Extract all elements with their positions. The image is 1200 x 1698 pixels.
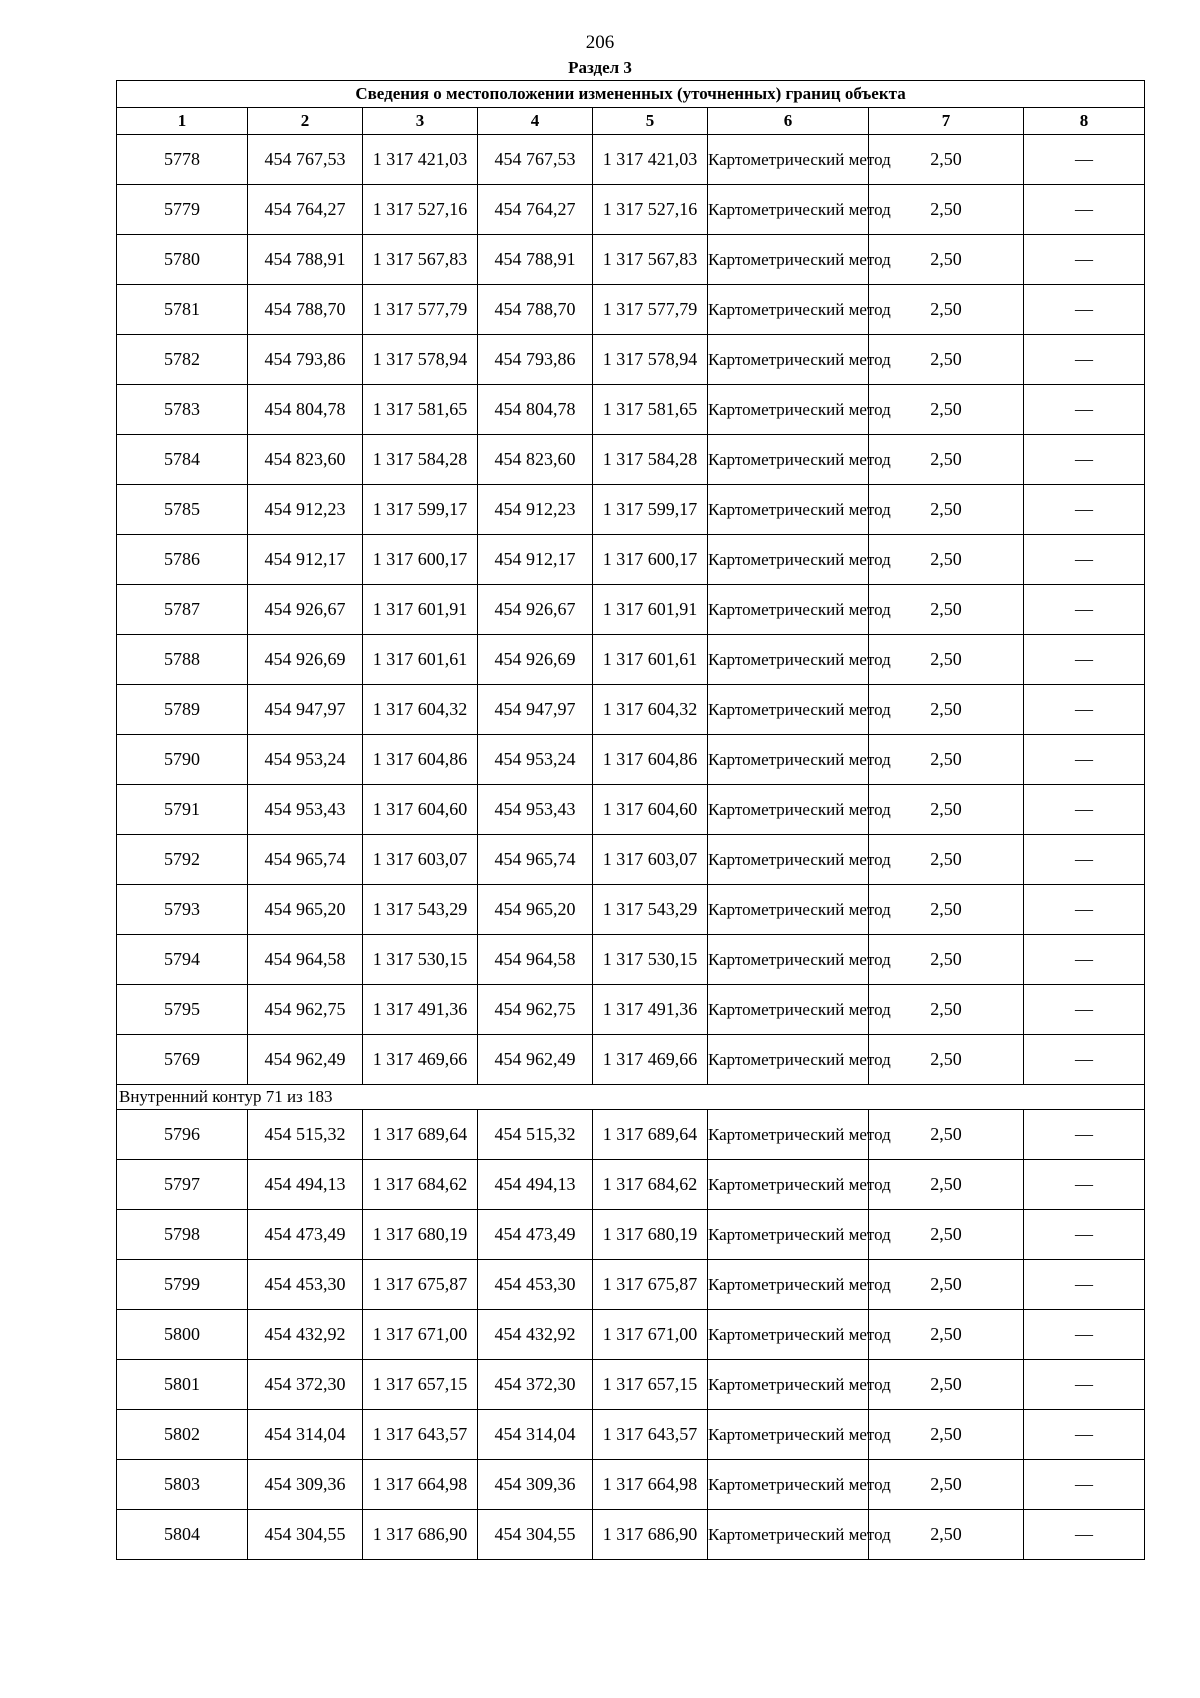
cell-accuracy: 2,50 bbox=[869, 535, 1024, 585]
cell-accuracy: 2,50 bbox=[869, 1460, 1024, 1510]
cell-accuracy: 2,50 bbox=[869, 335, 1024, 385]
cell-description: — bbox=[1024, 435, 1145, 485]
cell-accuracy: 2,50 bbox=[869, 585, 1024, 635]
table-row bbox=[117, 535, 1145, 585]
cell-method: Картометрический метод bbox=[708, 285, 869, 335]
cell-description: — bbox=[1024, 935, 1145, 985]
cell-description: — bbox=[1024, 785, 1145, 835]
cell-point-number: 5788 bbox=[117, 635, 248, 685]
table-row bbox=[117, 385, 1145, 435]
cell-y-new: 1 317 601,91 bbox=[593, 585, 708, 635]
cell-y-old: 1 317 599,17 bbox=[363, 485, 478, 535]
table-caption-row bbox=[117, 81, 1145, 108]
cell-y-old: 1 317 601,91 bbox=[363, 585, 478, 635]
cell-x-old: 454 304,55 bbox=[248, 1510, 363, 1560]
cell-point-number: 5793 bbox=[117, 885, 248, 935]
cell-description: — bbox=[1024, 335, 1145, 385]
cell-point-number: 5785 bbox=[117, 485, 248, 535]
cell-y-old: 1 317 604,60 bbox=[363, 785, 478, 835]
table-row bbox=[117, 335, 1145, 385]
cell-x-new: 454 947,97 bbox=[478, 685, 593, 735]
cell-description: — bbox=[1024, 485, 1145, 535]
cell-y-new: 1 317 675,87 bbox=[593, 1260, 708, 1310]
cell-method: Картометрический метод bbox=[708, 485, 869, 535]
cell-x-old: 454 964,58 bbox=[248, 935, 363, 985]
cell-point-number: 5792 bbox=[117, 835, 248, 885]
cell-y-old: 1 317 491,36 bbox=[363, 985, 478, 1035]
cell-y-new: 1 317 686,90 bbox=[593, 1510, 708, 1560]
cell-y-old: 1 317 567,83 bbox=[363, 235, 478, 285]
cell-point-number: 5784 bbox=[117, 435, 248, 485]
cell-point-number: 5782 bbox=[117, 335, 248, 385]
cell-method: Картометрический метод bbox=[708, 1110, 869, 1160]
cell-x-old: 454 372,30 bbox=[248, 1360, 363, 1410]
cell-point-number: 5802 bbox=[117, 1410, 248, 1460]
column-header: 4 bbox=[478, 108, 593, 135]
cell-point-number: 5801 bbox=[117, 1360, 248, 1410]
page-number: 206 bbox=[585, 32, 615, 53]
cell-x-new: 454 494,13 bbox=[478, 1160, 593, 1210]
cell-y-new: 1 317 603,07 bbox=[593, 835, 708, 885]
cell-x-old: 454 788,91 bbox=[248, 235, 363, 285]
cell-accuracy: 2,50 bbox=[869, 435, 1024, 485]
cell-method: Картометрический метод bbox=[708, 585, 869, 635]
cell-y-new: 1 317 577,79 bbox=[593, 285, 708, 335]
cell-x-old: 454 953,43 bbox=[248, 785, 363, 835]
contour-label: Внутренний контур 71 из 183 bbox=[117, 1085, 1145, 1110]
cell-accuracy: 2,50 bbox=[869, 985, 1024, 1035]
cell-y-old: 1 317 664,98 bbox=[363, 1460, 478, 1510]
cell-method: Картометрический метод bbox=[708, 135, 869, 185]
cell-y-new: 1 317 527,16 bbox=[593, 185, 708, 235]
cell-method: Картометрический метод bbox=[708, 735, 869, 785]
table-row bbox=[117, 185, 1145, 235]
cell-method: Картометрический метод bbox=[708, 535, 869, 585]
cell-x-new: 454 926,69 bbox=[478, 635, 593, 685]
cell-description: — bbox=[1024, 235, 1145, 285]
column-header: 5 bbox=[593, 108, 708, 135]
cell-y-new: 1 317 671,00 bbox=[593, 1310, 708, 1360]
cell-method: Картометрический метод bbox=[708, 1460, 869, 1510]
cell-y-old: 1 317 680,19 bbox=[363, 1210, 478, 1260]
cell-accuracy: 2,50 bbox=[869, 485, 1024, 535]
table-row bbox=[117, 935, 1145, 985]
table-row bbox=[117, 485, 1145, 535]
cell-point-number: 5795 bbox=[117, 985, 248, 1035]
cell-x-new: 454 788,91 bbox=[478, 235, 593, 285]
cell-method: Картометрический метод bbox=[708, 935, 869, 985]
cell-method: Картометрический метод bbox=[708, 835, 869, 885]
cell-accuracy: 2,50 bbox=[869, 1260, 1024, 1310]
cell-y-new: 1 317 684,62 bbox=[593, 1160, 708, 1210]
cell-accuracy: 2,50 bbox=[869, 1210, 1024, 1260]
cell-point-number: 5796 bbox=[117, 1110, 248, 1160]
cell-y-new: 1 317 421,03 bbox=[593, 135, 708, 185]
cell-point-number: 5781 bbox=[117, 285, 248, 335]
cell-accuracy: 2,50 bbox=[869, 285, 1024, 335]
table-row bbox=[117, 1310, 1145, 1360]
cell-method: Картометрический метод bbox=[708, 1210, 869, 1260]
cell-description: — bbox=[1024, 635, 1145, 685]
cell-point-number: 5799 bbox=[117, 1260, 248, 1310]
cell-point-number: 5803 bbox=[117, 1460, 248, 1510]
cell-y-new: 1 317 689,64 bbox=[593, 1110, 708, 1160]
cell-x-old: 454 767,53 bbox=[248, 135, 363, 185]
cell-x-new: 454 473,49 bbox=[478, 1210, 593, 1260]
cell-x-old: 454 962,75 bbox=[248, 985, 363, 1035]
cell-y-old: 1 317 684,62 bbox=[363, 1160, 478, 1210]
cell-method: Картометрический метод bbox=[708, 1035, 869, 1085]
table-row bbox=[117, 1360, 1145, 1410]
cell-accuracy: 2,50 bbox=[869, 835, 1024, 885]
table-row bbox=[117, 685, 1145, 735]
cell-point-number: 5790 bbox=[117, 735, 248, 785]
cell-description: — bbox=[1024, 1310, 1145, 1360]
table-row bbox=[117, 1510, 1145, 1560]
cell-method: Картометрический метод bbox=[708, 1260, 869, 1310]
cell-y-old: 1 317 584,28 bbox=[363, 435, 478, 485]
cell-y-new: 1 317 657,15 bbox=[593, 1360, 708, 1410]
cell-x-new: 454 823,60 bbox=[478, 435, 593, 485]
cell-x-old: 454 965,74 bbox=[248, 835, 363, 885]
cell-x-new: 454 953,43 bbox=[478, 785, 593, 835]
column-header: 8 bbox=[1024, 108, 1145, 135]
cell-point-number: 5798 bbox=[117, 1210, 248, 1260]
cell-x-old: 454 823,60 bbox=[248, 435, 363, 485]
cell-description: — bbox=[1024, 1035, 1145, 1085]
cell-method: Картометрический метод bbox=[708, 985, 869, 1035]
cell-y-new: 1 317 578,94 bbox=[593, 335, 708, 385]
table-row bbox=[117, 985, 1145, 1035]
cell-y-old: 1 317 686,90 bbox=[363, 1510, 478, 1560]
cell-point-number: 5804 bbox=[117, 1510, 248, 1560]
cell-accuracy: 2,50 bbox=[869, 785, 1024, 835]
cell-description: — bbox=[1024, 1410, 1145, 1460]
cell-x-new: 454 767,53 bbox=[478, 135, 593, 185]
cell-method: Картометрический метод bbox=[708, 785, 869, 835]
cell-x-new: 454 764,27 bbox=[478, 185, 593, 235]
cell-x-new: 454 453,30 bbox=[478, 1260, 593, 1310]
cell-x-old: 454 804,78 bbox=[248, 385, 363, 435]
cell-y-old: 1 317 604,86 bbox=[363, 735, 478, 785]
cell-x-new: 454 793,86 bbox=[478, 335, 593, 385]
cell-accuracy: 2,50 bbox=[869, 1410, 1024, 1460]
table-row bbox=[117, 1410, 1145, 1460]
cell-y-old: 1 317 604,32 bbox=[363, 685, 478, 735]
boundary-table bbox=[116, 80, 1145, 1560]
cell-method: Картометрический метод bbox=[708, 335, 869, 385]
cell-description: — bbox=[1024, 735, 1145, 785]
cell-y-old: 1 317 577,79 bbox=[363, 285, 478, 335]
table-row bbox=[117, 585, 1145, 635]
cell-x-new: 454 962,75 bbox=[478, 985, 593, 1035]
cell-description: — bbox=[1024, 1210, 1145, 1260]
cell-x-new: 454 965,74 bbox=[478, 835, 593, 885]
cell-description: — bbox=[1024, 685, 1145, 735]
cell-y-new: 1 317 599,17 bbox=[593, 485, 708, 535]
cell-point-number: 5769 bbox=[117, 1035, 248, 1085]
cell-method: Картометрический метод bbox=[708, 435, 869, 485]
cell-accuracy: 2,50 bbox=[869, 185, 1024, 235]
cell-method: Картометрический метод bbox=[708, 685, 869, 735]
cell-point-number: 5800 bbox=[117, 1310, 248, 1360]
cell-x-new: 454 788,70 bbox=[478, 285, 593, 335]
cell-accuracy: 2,50 bbox=[869, 385, 1024, 435]
cell-y-old: 1 317 600,17 bbox=[363, 535, 478, 585]
cell-x-new: 454 912,17 bbox=[478, 535, 593, 585]
cell-x-old: 454 309,36 bbox=[248, 1460, 363, 1510]
cell-description: — bbox=[1024, 985, 1145, 1035]
table-row bbox=[117, 1035, 1145, 1085]
cell-description: — bbox=[1024, 535, 1145, 585]
cell-x-new: 454 926,67 bbox=[478, 585, 593, 635]
cell-description: — bbox=[1024, 1460, 1145, 1510]
cell-accuracy: 2,50 bbox=[869, 635, 1024, 685]
cell-x-new: 454 515,32 bbox=[478, 1110, 593, 1160]
cell-point-number: 5778 bbox=[117, 135, 248, 185]
column-header: 7 bbox=[869, 108, 1024, 135]
cell-accuracy: 2,50 bbox=[869, 885, 1024, 935]
table-row bbox=[117, 885, 1145, 935]
cell-y-new: 1 317 643,57 bbox=[593, 1410, 708, 1460]
table-row bbox=[117, 435, 1145, 485]
table-caption: Сведения о местоположении измененных (уточненных) границ объекта bbox=[117, 81, 1145, 108]
cell-accuracy: 2,50 bbox=[869, 1035, 1024, 1085]
cell-y-old: 1 317 643,57 bbox=[363, 1410, 478, 1460]
section-title: Раздел 3 bbox=[568, 58, 632, 77]
column-header-row bbox=[117, 108, 1145, 135]
cell-description: — bbox=[1024, 1360, 1145, 1410]
cell-point-number: 5779 bbox=[117, 185, 248, 235]
cell-y-old: 1 317 689,64 bbox=[363, 1110, 478, 1160]
cell-method: Картометрический метод bbox=[708, 1510, 869, 1560]
cell-x-old: 454 494,13 bbox=[248, 1160, 363, 1210]
cell-y-new: 1 317 581,65 bbox=[593, 385, 708, 435]
table-row bbox=[117, 735, 1145, 785]
table-row bbox=[117, 1160, 1145, 1210]
cell-description: — bbox=[1024, 885, 1145, 935]
cell-x-new: 454 804,78 bbox=[478, 385, 593, 435]
cell-method: Картометрический метод bbox=[708, 235, 869, 285]
cell-x-old: 454 947,97 bbox=[248, 685, 363, 735]
cell-description: — bbox=[1024, 585, 1145, 635]
table-row bbox=[117, 785, 1145, 835]
cell-method: Картометрический метод bbox=[708, 385, 869, 435]
column-header: 2 bbox=[248, 108, 363, 135]
cell-x-new: 454 372,30 bbox=[478, 1360, 593, 1410]
cell-y-old: 1 317 578,94 bbox=[363, 335, 478, 385]
cell-method: Картометрический метод bbox=[708, 1410, 869, 1460]
cell-accuracy: 2,50 bbox=[869, 1110, 1024, 1160]
cell-x-old: 454 926,69 bbox=[248, 635, 363, 685]
cell-x-old: 454 764,27 bbox=[248, 185, 363, 235]
table-row bbox=[117, 235, 1145, 285]
cell-y-new: 1 317 584,28 bbox=[593, 435, 708, 485]
table-body-part2 bbox=[117, 1110, 1145, 1560]
cell-accuracy: 2,50 bbox=[869, 1510, 1024, 1560]
cell-description: — bbox=[1024, 1510, 1145, 1560]
cell-accuracy: 2,50 bbox=[869, 1160, 1024, 1210]
cell-x-new: 454 432,92 bbox=[478, 1310, 593, 1360]
table-row bbox=[117, 1210, 1145, 1260]
cell-y-new: 1 317 530,15 bbox=[593, 935, 708, 985]
cell-method: Картометрический метод bbox=[708, 1310, 869, 1360]
cell-accuracy: 2,50 bbox=[869, 135, 1024, 185]
cell-y-new: 1 317 601,61 bbox=[593, 635, 708, 685]
table-row bbox=[117, 285, 1145, 335]
cell-accuracy: 2,50 bbox=[869, 685, 1024, 735]
cell-y-old: 1 317 675,87 bbox=[363, 1260, 478, 1310]
cell-method: Картометрический метод bbox=[708, 1160, 869, 1210]
cell-description: — bbox=[1024, 385, 1145, 435]
cell-y-old: 1 317 601,61 bbox=[363, 635, 478, 685]
cell-point-number: 5787 bbox=[117, 585, 248, 635]
cell-x-new: 454 912,23 bbox=[478, 485, 593, 535]
cell-y-old: 1 317 530,15 bbox=[363, 935, 478, 985]
cell-x-old: 454 965,20 bbox=[248, 885, 363, 935]
cell-description: — bbox=[1024, 135, 1145, 185]
cell-y-old: 1 317 543,29 bbox=[363, 885, 478, 935]
column-header: 1 bbox=[117, 108, 248, 135]
cell-y-old: 1 317 671,00 bbox=[363, 1310, 478, 1360]
cell-x-new: 454 304,55 bbox=[478, 1510, 593, 1560]
cell-x-old: 454 453,30 bbox=[248, 1260, 363, 1310]
cell-y-old: 1 317 527,16 bbox=[363, 185, 478, 235]
cell-description: — bbox=[1024, 185, 1145, 235]
cell-x-old: 454 432,92 bbox=[248, 1310, 363, 1360]
cell-x-old: 454 953,24 bbox=[248, 735, 363, 785]
table-body-part1 bbox=[117, 135, 1145, 1085]
cell-y-new: 1 317 604,86 bbox=[593, 735, 708, 785]
cell-y-new: 1 317 600,17 bbox=[593, 535, 708, 585]
cell-point-number: 5786 bbox=[117, 535, 248, 585]
cell-point-number: 5783 bbox=[117, 385, 248, 435]
cell-y-new: 1 317 567,83 bbox=[593, 235, 708, 285]
contour-row bbox=[117, 1085, 1145, 1110]
cell-x-old: 454 314,04 bbox=[248, 1410, 363, 1460]
cell-point-number: 5789 bbox=[117, 685, 248, 735]
cell-y-old: 1 317 657,15 bbox=[363, 1360, 478, 1410]
cell-y-old: 1 317 469,66 bbox=[363, 1035, 478, 1085]
cell-description: — bbox=[1024, 285, 1145, 335]
cell-description: — bbox=[1024, 1160, 1145, 1210]
cell-accuracy: 2,50 bbox=[869, 735, 1024, 785]
cell-y-old: 1 317 581,65 bbox=[363, 385, 478, 435]
cell-point-number: 5791 bbox=[117, 785, 248, 835]
cell-x-old: 454 515,32 bbox=[248, 1110, 363, 1160]
cell-method: Картометрический метод bbox=[708, 185, 869, 235]
cell-x-new: 454 965,20 bbox=[478, 885, 593, 935]
cell-x-old: 454 912,17 bbox=[248, 535, 363, 585]
cell-x-new: 454 953,24 bbox=[478, 735, 593, 785]
cell-y-old: 1 317 603,07 bbox=[363, 835, 478, 885]
cell-y-new: 1 317 491,36 bbox=[593, 985, 708, 1035]
contour-section bbox=[117, 1085, 1145, 1110]
column-header: 3 bbox=[363, 108, 478, 135]
cell-x-old: 454 473,49 bbox=[248, 1210, 363, 1260]
table-row bbox=[117, 1260, 1145, 1310]
cell-description: — bbox=[1024, 1110, 1145, 1160]
table-row bbox=[117, 635, 1145, 685]
cell-y-new: 1 317 604,60 bbox=[593, 785, 708, 835]
cell-x-old: 454 793,86 bbox=[248, 335, 363, 385]
cell-accuracy: 2,50 bbox=[869, 935, 1024, 985]
cell-method: Картометрический метод bbox=[708, 885, 869, 935]
cell-y-new: 1 317 469,66 bbox=[593, 1035, 708, 1085]
cell-y-old: 1 317 421,03 bbox=[363, 135, 478, 185]
cell-x-old: 454 788,70 bbox=[248, 285, 363, 335]
cell-x-old: 454 962,49 bbox=[248, 1035, 363, 1085]
cell-x-new: 454 962,49 bbox=[478, 1035, 593, 1085]
cell-method: Картометрический метод bbox=[708, 1360, 869, 1410]
cell-x-old: 454 912,23 bbox=[248, 485, 363, 535]
table-row bbox=[117, 1110, 1145, 1160]
cell-x-new: 454 964,58 bbox=[478, 935, 593, 985]
column-header: 6 bbox=[708, 108, 869, 135]
table-row bbox=[117, 1460, 1145, 1510]
cell-accuracy: 2,50 bbox=[869, 235, 1024, 285]
cell-point-number: 5794 bbox=[117, 935, 248, 985]
cell-y-new: 1 317 664,98 bbox=[593, 1460, 708, 1510]
cell-description: — bbox=[1024, 1260, 1145, 1310]
cell-x-new: 454 309,36 bbox=[478, 1460, 593, 1510]
cell-point-number: 5797 bbox=[117, 1160, 248, 1210]
cell-x-old: 454 926,67 bbox=[248, 585, 363, 635]
table-row bbox=[117, 135, 1145, 185]
table-row bbox=[117, 835, 1145, 885]
cell-y-new: 1 317 604,32 bbox=[593, 685, 708, 735]
cell-y-new: 1 317 680,19 bbox=[593, 1210, 708, 1260]
cell-x-new: 454 314,04 bbox=[478, 1410, 593, 1460]
cell-accuracy: 2,50 bbox=[869, 1310, 1024, 1360]
cell-description: — bbox=[1024, 835, 1145, 885]
cell-accuracy: 2,50 bbox=[869, 1360, 1024, 1410]
cell-method: Картометрический метод bbox=[708, 635, 869, 685]
cell-y-new: 1 317 543,29 bbox=[593, 885, 708, 935]
cell-point-number: 5780 bbox=[117, 235, 248, 285]
